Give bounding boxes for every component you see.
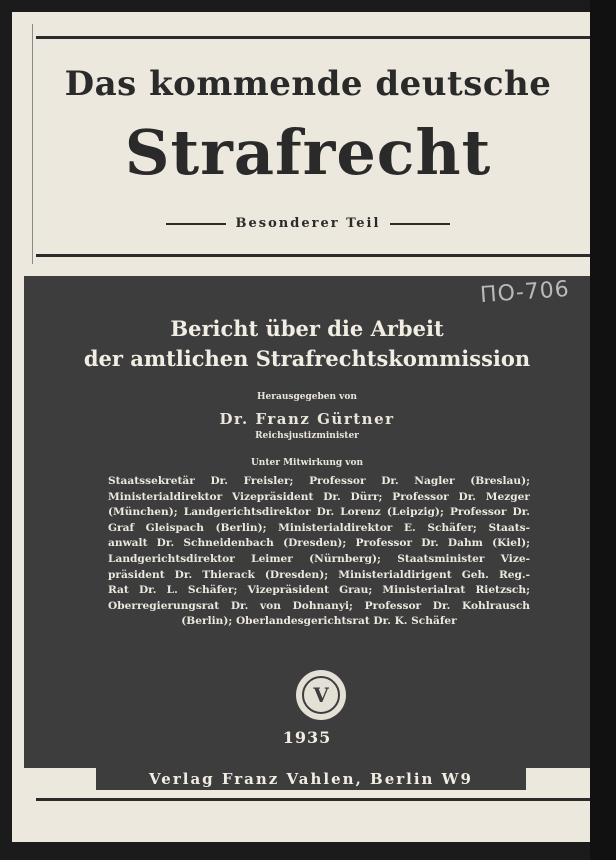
emblem-ring [302, 676, 340, 714]
publisher-monogram-icon [296, 670, 346, 720]
contributors-intro: Unter Mitwirkung von [250, 458, 364, 468]
contributor-line: anwalt Dr. Schneidenbach (Dresden); Professor Dr. Dahm (Kiel); [108, 537, 530, 550]
editor-name: Dr. Franz Gürtner [219, 410, 395, 428]
report-title-line-1: Bericht über die Arbeit [170, 316, 444, 341]
publisher-name: Verlag Franz Vahlen, Berlin W9 [149, 770, 473, 788]
title-line-1: Das kommende deutsche [64, 64, 552, 104]
title-line-2: Strafrecht [124, 116, 492, 189]
subtitle-dash-right [390, 223, 450, 225]
editor-role: Reichsjustizminister [255, 431, 359, 441]
top-rule [36, 36, 590, 39]
contributor-line: (Berlin); Oberlandesgerichtsrat Dr. K. Schäfer [181, 615, 457, 628]
contributor-line: (München); Landgerichtsdirektor Dr. Lorenz (Leipzig); Professor Dr. [108, 506, 530, 519]
subtitle-dash-left [166, 223, 226, 225]
bottom-rule [36, 798, 590, 801]
emblem-letter: V [313, 683, 329, 707]
middle-rule [36, 254, 590, 257]
contributor-line: Rat Dr. L. Schäfer; Vizepräsident Grau; Ministerialrat Rietzsch; [108, 584, 530, 597]
contributors-list [108, 474, 530, 630]
contributor-line: präsident Dr. Thierack (Dresden); Ministerialdirigent Geh. Reg.- [108, 568, 530, 581]
contributor-line: Ministerialdirektor Vizepräsident Dr. Dürr; Professor Dr. Mezger [108, 490, 530, 503]
contributor-line: Landgerichtsdirektor Leimer (Nürnberg); Staatsminister Vize- [108, 552, 530, 565]
publisher-bar [96, 768, 526, 790]
contributor-line: Staatssekretär Dr. Freisler; Professor Dr. Nagler (Breslau); [108, 475, 530, 487]
archive-stamp: ПО-706 [479, 276, 571, 309]
contributor-line: Oberregierungsrat Dr. von Dohnanyi; Professor Dr. Kohlrausch [108, 599, 530, 612]
editor-intro: Herausgegeben von [257, 392, 357, 402]
publication-year: 1935 [282, 728, 332, 747]
subtitle-row [0, 216, 616, 231]
contributor-line: Graf Gleispach (Berlin); Ministerialdirektor E. Schäfer; Staats- [108, 521, 530, 534]
report-title-line-2: der amtlichen Strafrechtskommission [83, 346, 531, 371]
subtitle: Besonderer Teil [235, 216, 381, 231]
